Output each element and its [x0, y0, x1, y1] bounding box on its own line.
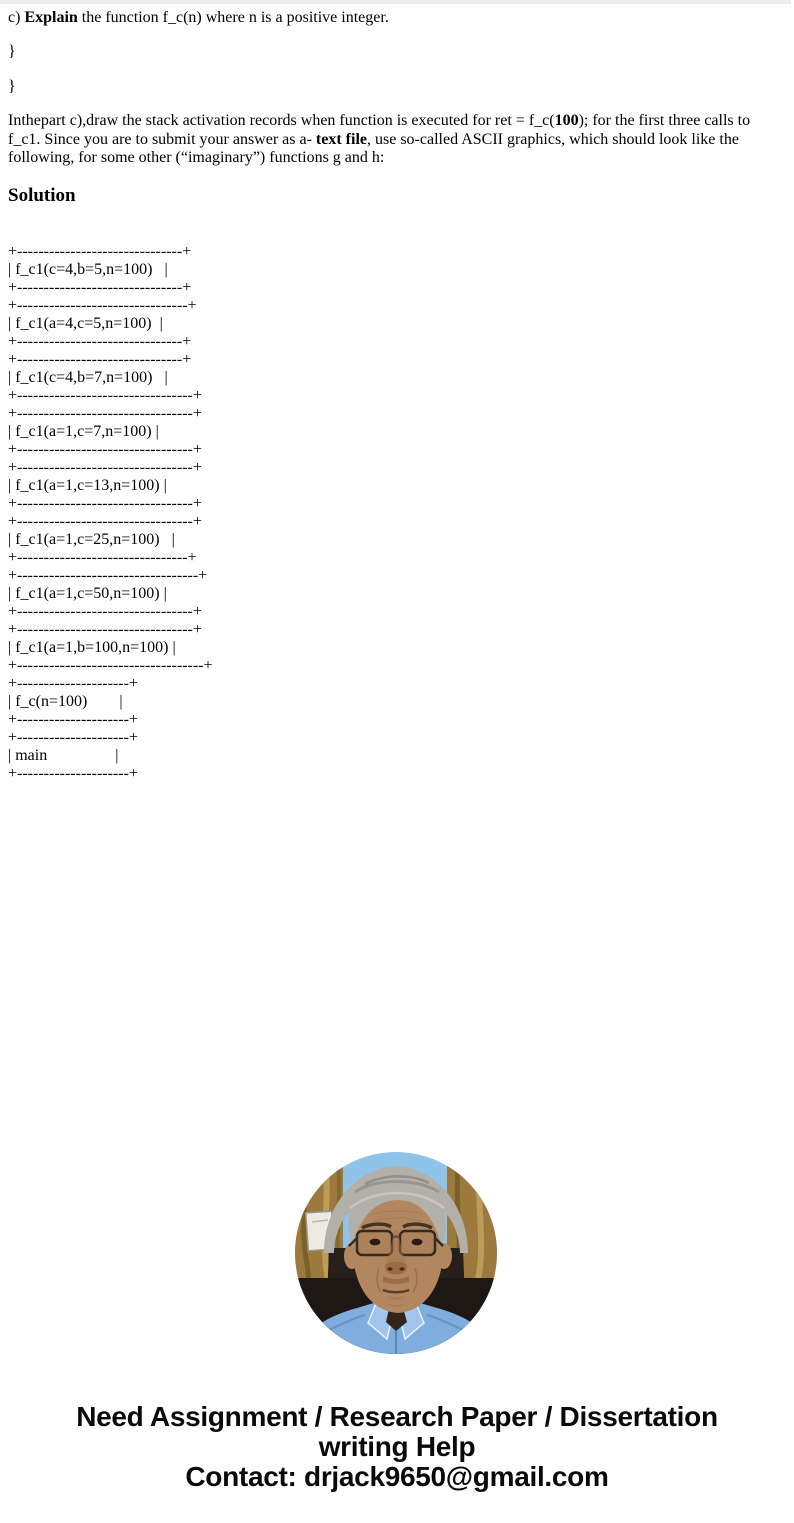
instructions-seg5: , use so-called ASCII graphics, which should look like the following, for some other (“imaginary”) functions g and h:: [8, 130, 739, 166]
ascii-line: | f_c1(a=1,c=25,n=100) |: [8, 531, 175, 549]
ascii-line: | f_c(n=100) |: [8, 693, 123, 711]
footer-line-3: Contact: drjack9650@gmail.com: [185, 1461, 609, 1492]
ascii-line: | main |: [8, 747, 119, 765]
ascii-line: +---------------------------------+: [8, 621, 202, 639]
ascii-line: +---------------------------------+: [8, 513, 202, 531]
ascii-line: +---------------------------------+: [8, 441, 202, 459]
ascii-line: | f_c1(a=1,c=7,n=100) |: [8, 423, 159, 441]
instructions-paragraph: [8, 112, 786, 167]
instructions-bold-textfile: text file: [315, 130, 367, 148]
ascii-line: +-------------------------------+: [8, 243, 192, 261]
ascii-line: | f_c1(a=1,c=50,n=100) |: [8, 585, 167, 603]
ascii-line: +--------------------------------+: [8, 297, 197, 315]
question-prefix: c): [8, 9, 25, 26]
ascii-line: +---------------------------------+: [8, 459, 202, 477]
ascii-line: | f_c1(a=1,b=100,n=100) |: [8, 639, 176, 657]
footer-line-2: writing Help: [318, 1431, 476, 1462]
ascii-line: +---------------------------------+: [8, 387, 202, 405]
ascii-line: +---------------------+: [8, 711, 138, 729]
ascii-line: +----------------------------------+: [8, 567, 208, 585]
ascii-line: +--------------------------------+: [8, 549, 197, 567]
ascii-line: +---------------------------------+: [8, 405, 202, 423]
question-rest: the function f_c(n) where n is a positive integer.: [77, 9, 389, 26]
footer-line-1: Need Assignment / Research Paper / Dissertation: [76, 1401, 718, 1432]
closing-brace-2: }: [8, 77, 16, 95]
footer-banner: [0, 1402, 794, 1492]
instructions-seg1: Inthepart c),draw the stack activation records when function is executed for ret = f_c(: [8, 112, 555, 130]
ascii-line: +---------------------+: [8, 765, 138, 783]
ascii-line: +-----------------------------------+: [8, 657, 213, 675]
ascii-line: | f_c1(c=4,b=5,n=100) |: [8, 261, 168, 279]
ascii-line: +-------------------------------+: [8, 333, 192, 351]
instructions-seg3: ); for the first three calls to f_c1. Since you are to submit your answer as a-: [8, 112, 751, 148]
ascii-line: | f_c1(a=4,c=5,n=100) |: [8, 315, 163, 333]
question-bold-word: Explain: [24, 9, 78, 26]
avatar-portrait-image: [295, 1152, 497, 1354]
ascii-line: +-------------------------------+: [8, 279, 192, 297]
avatar: [295, 1152, 497, 1354]
ascii-line: +-------------------------------+: [8, 351, 192, 369]
question-part-c: [8, 9, 786, 27]
ascii-line: | f_c1(c=4,b=7,n=100) |: [8, 369, 168, 387]
ascii-line: +---------------------+: [8, 729, 138, 747]
solution-heading: Solution: [8, 185, 76, 207]
stack-diagram-ascii: [8, 243, 786, 783]
closing-brace-1: }: [8, 43, 16, 61]
ascii-line: | f_c1(a=1,c=13,n=100) |: [8, 477, 167, 495]
ascii-line: +---------------------------------+: [8, 603, 202, 621]
ascii-line: +---------------------------------+: [8, 495, 202, 513]
instructions-bold-100: 100: [554, 112, 579, 130]
ascii-line: +---------------------+: [8, 675, 138, 693]
